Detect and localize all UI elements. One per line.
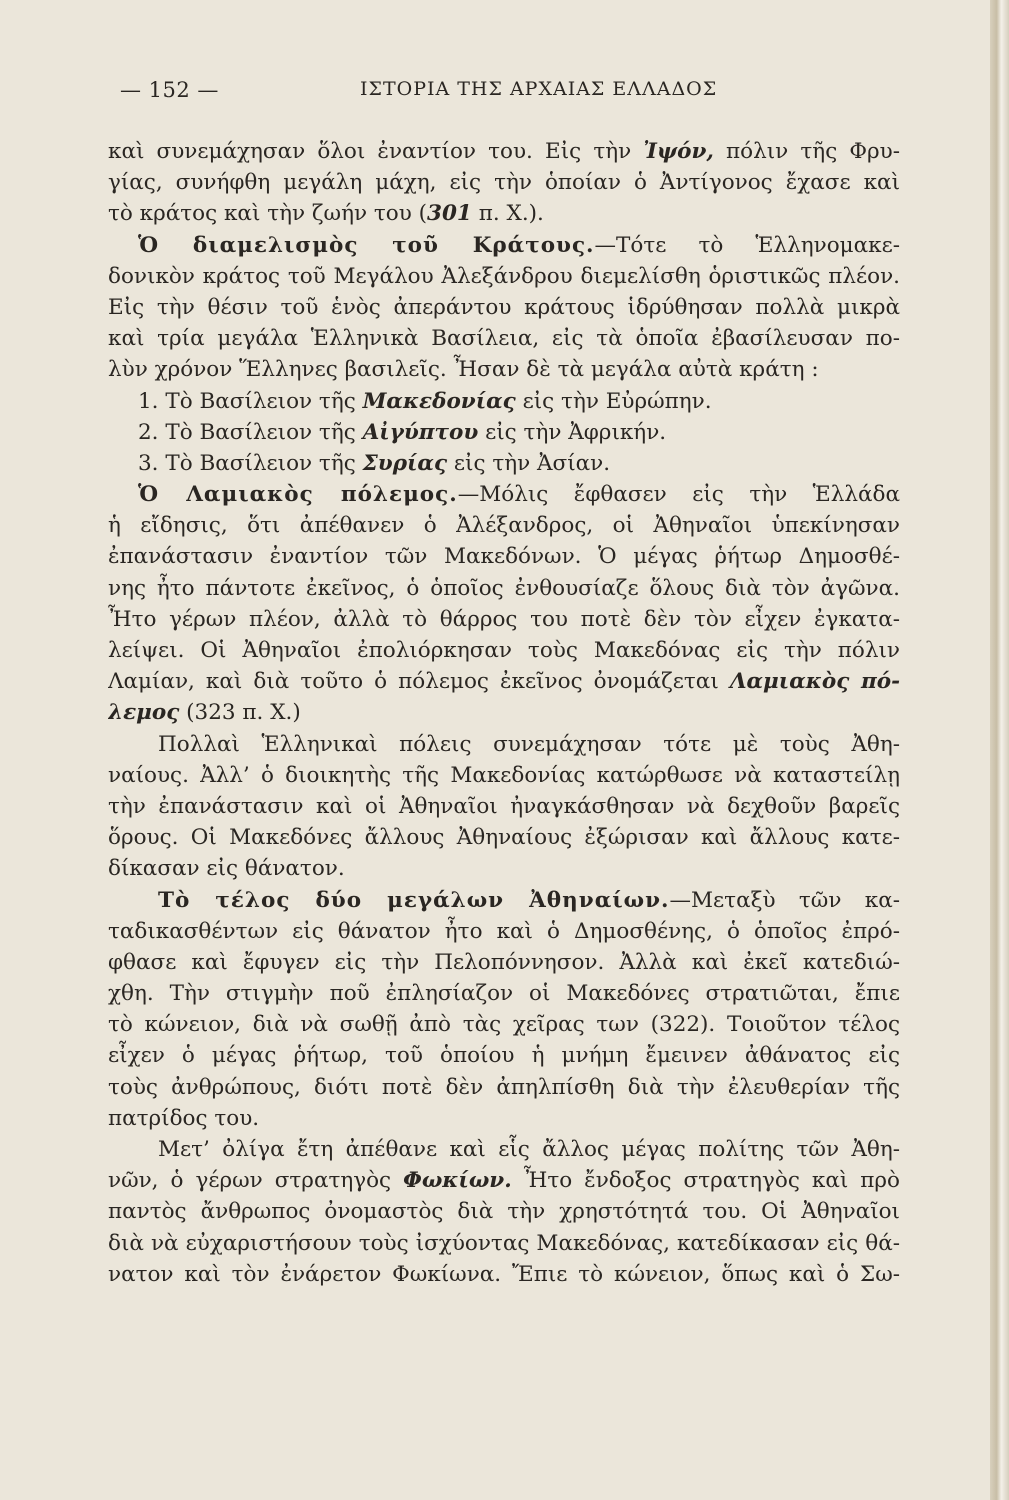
text-segment: Ἦτο γέρων πλέον, ἀλλὰ τὸ θάρρος του ποτὲ δὲν τὸν εἶχεν ἐγκατα- [108,606,900,632]
text-segment: λείψει. Οἱ Ἀθηναῖοι ἐπολιόρκησαν τοὺς Μακεδόνας εἰς τὴν πόλιν [108,638,900,663]
text-segment: ὅρους. Οἱ Μακεδόνες ἄλλους Ἀθηναίους ἐξώρισαν καὶ ἄλλους κατε- [108,825,900,851]
text-segment: πατρίδος του. [108,1105,260,1131]
page-header [120,78,900,108]
text-segment: πόλιν τῆς Φρυ- [713,139,900,164]
text-segment: τὴν ἐπανάστασιν καὶ οἱ Ἀθηναῖοι ἠναγκάσθησαν νὰ δεχθοῦν βαρεῖς [108,793,900,819]
text-line [108,697,900,728]
text-segment: ἐπανάστασιν ἐναντίον τῶν Μακεδόνων. Ὁ μέγας ῥήτωρ Δημοσθέ- [108,544,900,570]
text-segment: τοὺς ἀνθρώπους, διότι ποτὲ δὲν ἀπηλπίσθη διὰ τὴν ἐλευθερίαν τῆς [108,1074,900,1100]
text-segment: —Μεταξὺ τῶν κα- [669,887,900,913]
text-line [108,947,900,978]
text-segment: 1. Τὸ Βασίλειον τῆς [138,388,363,414]
text-segment: νης ἦτο πάντοτε ἐκεῖνος, ὁ ὁποῖος ἐνθουσίαζε ὅλους διὰ τὸν ἀγῶνα. [108,575,900,601]
text-segment: λὺν χρόνον Ἕλληνες βασιλεῖς. Ἦσαν δὲ τὰ μεγάλα αὐτὰ κράτη : [108,357,819,383]
text-segment: (323 π. Χ.) [179,700,301,726]
text-segment: εἰς τὴν Ἀσίαν. [447,450,611,476]
emphasis-text: λεμος [108,700,180,726]
emphasis-text: Ἰψόν, [643,139,714,164]
text-segment: εἰς τὴν Ἀφρικήν. [478,419,667,445]
text-line [108,1228,900,1259]
text-line [108,1196,900,1227]
text-line [108,1072,900,1103]
text-line [108,916,900,947]
text-line [108,1040,900,1071]
running-title: ΙΣΤΟΡΙΑ ΤΗΣ ΑΡΧΑΙΑΣ ΕΛΛΑΔΟΣ [360,78,718,100]
text-line [108,386,900,417]
text-line [108,198,900,229]
text-line [108,479,900,510]
emphasis-text: Μακεδονίας [362,388,516,414]
page-number: — 152 — [120,78,219,102]
text-segment: —Τότε τὸ Ἑλληνομακε- [594,232,900,258]
text-segment: π. Χ.). [471,201,544,227]
emphasis-text: Λαμιακὸς πό- [729,669,900,695]
section-heading: Ὁ Λαμιακὸς πόλεμος. [138,482,458,508]
text-line [108,885,900,916]
text-segment: Πολλαὶ Ἑλληνικαὶ πόλεις συνεμάχησαν τότε μὲ τοὺς Ἀθη- [158,731,900,757]
text-line [108,1134,900,1165]
text-segment: Λαμίαν, καὶ διὰ τοῦτο ὁ πόλεμος ἐκεῖνος ὀνομάζεται [108,669,730,695]
text-line [108,354,900,385]
text-line [108,604,900,635]
page-edge [990,0,1009,1500]
text-line [108,853,900,884]
text-line [108,635,900,666]
text-line [108,1259,900,1290]
emphasis-text: 301 [426,201,472,227]
text-segment: καὶ τρία μεγάλα Ἑλληνικὰ Βασίλεια, εἰς τὰ ὁποῖα ἐβασίλευσαν πο- [108,326,900,352]
text-line [108,136,900,167]
text-segment: γίας, συνήφθη μεγάλη μάχη, εἰς τὴν ὁποίαν ὁ Ἀντίγονος ἔχασε καὶ [108,170,900,196]
text-segment: καὶ συνεμάχησαν ὅλοι ἐναντίον του. Εἰς τὴν [108,139,644,164]
text-segment: χθη. Τὴν στιγμὴν ποῦ ἐπλησίαζον οἱ Μακεδόνες στρατιῶται, ἔπιε [108,981,900,1007]
text-segment: δίκασαν εἰς θάνατον. [108,856,345,882]
text-line [108,541,900,572]
text-line [108,573,900,604]
text-segment: εἶχεν ὁ μέγας ῥήτωρ, τοῦ ὁποίου ἡ μνήμη ἔμεινεν ἀθάνατος εἰς [108,1043,900,1069]
text-segment: 2. Τὸ Βασίλειον τῆς [138,419,363,445]
text-segment: 3. Τὸ Βασίλειον τῆς [138,450,363,476]
text-line [108,760,900,791]
text-segment: δονικὸν κράτος τοῦ Μεγάλου Ἀλεξάνδρου διεμελίσθη ὁριστικῶς πλέον. [108,263,900,289]
emphasis-text: Φωκίων. [403,1168,512,1194]
text-segment: Μετ’ ὀλίγα ἔτη ἀπέθανε καὶ εἷς ἄλλος μέγας πολίτης τῶν Ἀθη- [158,1137,900,1162]
text-segment: νατον καὶ τὸν ἐνάρετον Φωκίωνα. Ἔπιε τὸ κώνειον, ὅπως καὶ ὁ Σω- [108,1261,900,1287]
text-line [108,292,900,323]
body-text [108,136,900,1290]
text-segment: ταδικασθέντων εἰς θάνατον ἦτο καὶ ὁ Δημοσθένης, ὁ ὁποῖος ἐπρό- [108,918,900,944]
text-line [108,510,900,541]
text-line [108,666,900,697]
text-line [108,1165,900,1196]
text-segment: εἰς τὴν Εὐρώπην. [515,388,712,414]
text-line [108,448,900,479]
section-heading: Ὁ διαμελισμὸς τοῦ Κράτους. [138,232,595,258]
text-segment: παντὸς ἄνθρωπος ὀνομαστὸς διὰ τὴν χρηστότητά του. Οἱ Ἀθηναῖοι [108,1199,900,1225]
text-segment: διὰ νὰ εὐχαριστήσουν τοὺς ἰσχύοντας Μακεδόνας, κατεδίκασαν εἰς θά- [108,1230,900,1256]
text-line [108,261,900,292]
text-segment: Εἰς τὴν θέσιν τοῦ ἑνὸς ἀπεράντου κράτους ἱδρύθησαν πολλὰ μικρὰ [108,294,900,320]
text-segment: ναίους. Ἀλλ’ ὁ διοικητὴς τῆς Μακεδονίας κατώρθωσε νὰ καταστείλῃ [108,762,900,788]
text-line [108,729,900,760]
text-segment: νῶν, ὁ γέρων στρατηγὸς [108,1168,404,1194]
emphasis-text: Αἰγύπτου [362,419,479,445]
text-line [108,1103,900,1134]
text-line [108,791,900,822]
text-segment: φθασε καὶ ἔφυγεν εἰς τὴν Πελοπόννησον. Ἀλλὰ καὶ ἐκεῖ κατεδιώ- [108,949,900,975]
text-line [108,230,900,261]
text-line [108,417,900,448]
emphasis-text: Συρίας [362,450,448,476]
text-segment: τὸ κώνειον, διὰ νὰ σωθῇ ἀπὸ τὰς χεῖρας των (322). Τοιοῦτον τέλος [108,1012,900,1038]
text-segment: —Μόλις ἔφθασεν εἰς τὴν Ἑλλάδα [457,482,900,508]
text-line [108,323,900,354]
text-line [108,822,900,853]
text-segment: τὸ κράτος καὶ τὴν ζωήν του ( [108,201,427,227]
text-line [108,167,900,198]
text-line [108,1009,900,1040]
text-segment: Ἦτο ἔνδοξος στρατηγὸς καὶ πρὸ [511,1168,900,1194]
section-heading: Τὸ τέλος δύο μεγάλων Ἀθηναίων. [158,887,670,913]
text-line [108,978,900,1009]
text-segment: ἡ εἴδησις, ὅτι ἀπέθανεν ὁ Ἀλέξανδρος, οἱ Ἀθηναῖοι ὑπεκίνησαν [108,513,900,539]
